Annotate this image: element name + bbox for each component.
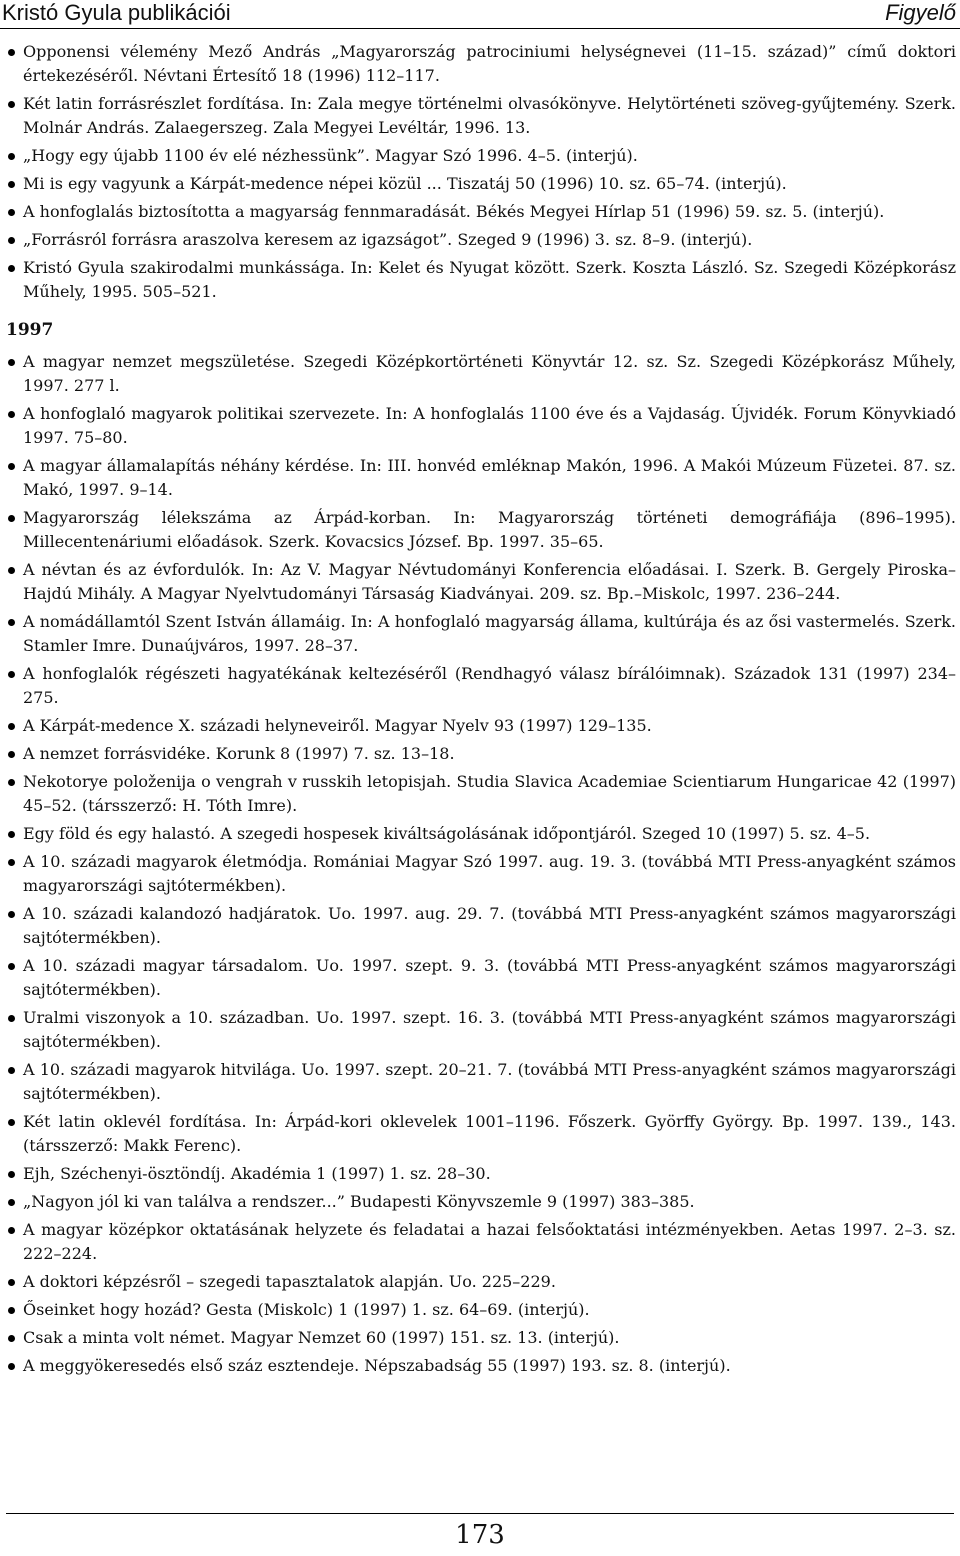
list-item: A névtan és az évfordulók. In: Az V. Magyar Névtudományi Konferencia előadásai. I. Szerk. B. Gergely Piroska–Hajdú Mihály. A Magyar Nyelvtudományi Társaság Kiadványai. 209. sz. Bp.–Miskolc, 1997. 236–244. [6,558,956,606]
list-item: A 10. századi magyarok életmódja. Romániai Magyar Szó 1997. aug. 19. 3. (továbbá MTI Press-anyagként számos magyarországi sajtótermékben). [6,850,956,898]
list-item: „Nagyon jól ki van találva a rendszer...” Budapesti Könyvszemle 9 (1997) 383–385. [6,1190,956,1214]
list-item: Csak a minta volt német. Magyar Nemzet 60 (1997) 151. sz. 13. (interjú). [6,1326,956,1350]
list-item: Uralmi viszonyok a 10. században. Uo. 1997. szept. 16. 3. (továbbá MTI Press-anyagként számos magyarországi sajtótermékben). [6,1006,956,1054]
list-item: Kristó Gyula szakirodalmi munkássága. In: Kelet és Nyugat között. Szerk. Koszta László. Sz. Szegedi Középkorász Műhely, 1995. 505–521. [6,256,956,304]
footer-rule [6,1513,954,1514]
list-item: A honfoglalók régészeti hagyatékának keltezéséről (Rendhagyó válasz bírálóimnak). Századok 131 (1997) 234–275. [6,662,956,710]
list-item: Mi is egy vagyunk a Kárpát-medence népei közül ... Tiszatáj 50 (1996) 10. sz. 65–74. (interjú). [6,172,956,196]
list-item: Ejh, Széchenyi-ösztöndíj. Akadémia 1 (1997) 1. sz. 28–30. [6,1162,956,1186]
publication-list [6,40,956,1382]
page-number: 173 [455,1520,505,1550]
list-item: Egy föld és egy halastó. A szegedi hospesek kiváltságolásának időpontjáról. Szeged 10 (1997) 5. sz. 4–5. [6,822,956,846]
header-journal: Figyelő [885,0,956,25]
list-item: „Forrásról forrásra araszolva keresem az igazságot”. Szeged 9 (1996) 3. sz. 8–9. (interjú). [6,228,956,252]
list-item: A Kárpát-medence X. századi helyneveiről. Magyar Nyelv 93 (1997) 129–135. [6,714,956,738]
list-item: A honfoglalás biztosította a magyarság fennmaradását. Békés Megyei Hírlap 51 (1996) 59. sz. 5. (interjú). [6,200,956,224]
list-item: A magyar államalapítás néhány kérdése. In: III. honvéd emléknap Makón, 1996. A Makói Múzeum Füzetei. 87. sz. Makó, 1997. 9–14. [6,454,956,502]
list-item: A 10. századi magyar társadalom. Uo. 1997. szept. 9. 3. (továbbá MTI Press-anyagként számos magyarországi sajtótermékben). [6,954,956,1002]
list-item: Magyarország lélekszáma az Árpád-korban. In: Magyarország történeti demográfiája (896–1995). Millecentenáriumi előadások. Szerk. Kovacsics József. Bp. 1997. 35–65. [6,506,956,554]
list-item: A nemzet forrásvidéke. Korunk 8 (1997) 7. sz. 13–18. [6,742,956,766]
header-title: Kristó Gyula publikációi [2,0,231,25]
list-item: A 10. századi magyarok hitvilága. Uo. 1997. szept. 20–21. 7. (továbbá MTI Press-anyagként számos magyarországi sajtótermékben). [6,1058,956,1106]
year-heading: 1997 [6,320,54,340]
list-item: A 10. századi kalandozó hadjáratok. Uo. 1997. aug. 29. 7. (továbbá MTI Press-anyagként számos magyarországi sajtótermékben). [6,902,956,950]
list-item: A magyar nemzet megszületése. Szegedi Középkortörténeti Könyvtár 12. sz. Sz. Szegedi Középkorász Műhely, 1997. 277 l. [6,350,956,398]
list-item: „Hogy egy újabb 1100 év elé nézhessünk”. Magyar Szó 1996. 4–5. (interjú). [6,144,956,168]
list-item: Két latin forrásrészlet fordítása. In: Zala megye történelmi olvasókönyve. Helytörténeti szöveg-gyűjtemény. Szerk. Molnár András. Zalaegerszeg. Zala Megyei Levéltár, 1996. 13. [6,92,956,140]
list-item: A meggyökeresedés első száz esztendeje. Népszabadság 55 (1997) 193. sz. 8. (interjú). [6,1354,956,1378]
list-1996 [6,40,956,304]
running-header [0,0,960,29]
list-item: Opponensi vélemény Mező András „Magyarország patrociniumi helységnevei (11–15. század)” című doktori értekezéséről. Névtani Értesítő 18 (1996) 112–117. [6,40,956,88]
list-item: Nekotorye položenija o vengrah v russkih letopisjah. Studia Slavica Academiae Scientiarum Hungaricae 42 (1997) 45–52. (társszerző: H. Tóth Imre). [6,770,956,818]
list-item: A magyar középkor oktatásának helyzete és feladatai a hazai felsőoktatási intézményekben. Aetas 1997. 2–3. sz. 222–224. [6,1218,956,1266]
list-item: Két latin oklevél fordítása. In: Árpád-kori oklevelek 1001–1196. Főszerk. Györffy György. Bp. 1997. 139., 143. (társszerző: Makk Ferenc). [6,1110,956,1158]
list-item: A nomádállamtól Szent István államáig. In: A honfoglaló magyarság állama, kultúrája és az ősi vastermelés. Szerk. Stamler Imre. Dunaújváros, 1997. 28–37. [6,610,956,658]
list-item: Őseinket hogy hozád? Gesta (Miskolc) 1 (1997) 1. sz. 64–69. (interjú). [6,1298,956,1322]
list-1997 [6,350,956,1378]
list-item: A doktori képzésről – szegedi tapasztalatok alapján. Uo. 225–229. [6,1270,956,1294]
list-item: A honfoglaló magyarok politikai szervezete. In: A honfoglalás 1100 éve és a Vajdaság. Újvidék. Forum Könyvkiadó 1997. 75–80. [6,402,956,450]
